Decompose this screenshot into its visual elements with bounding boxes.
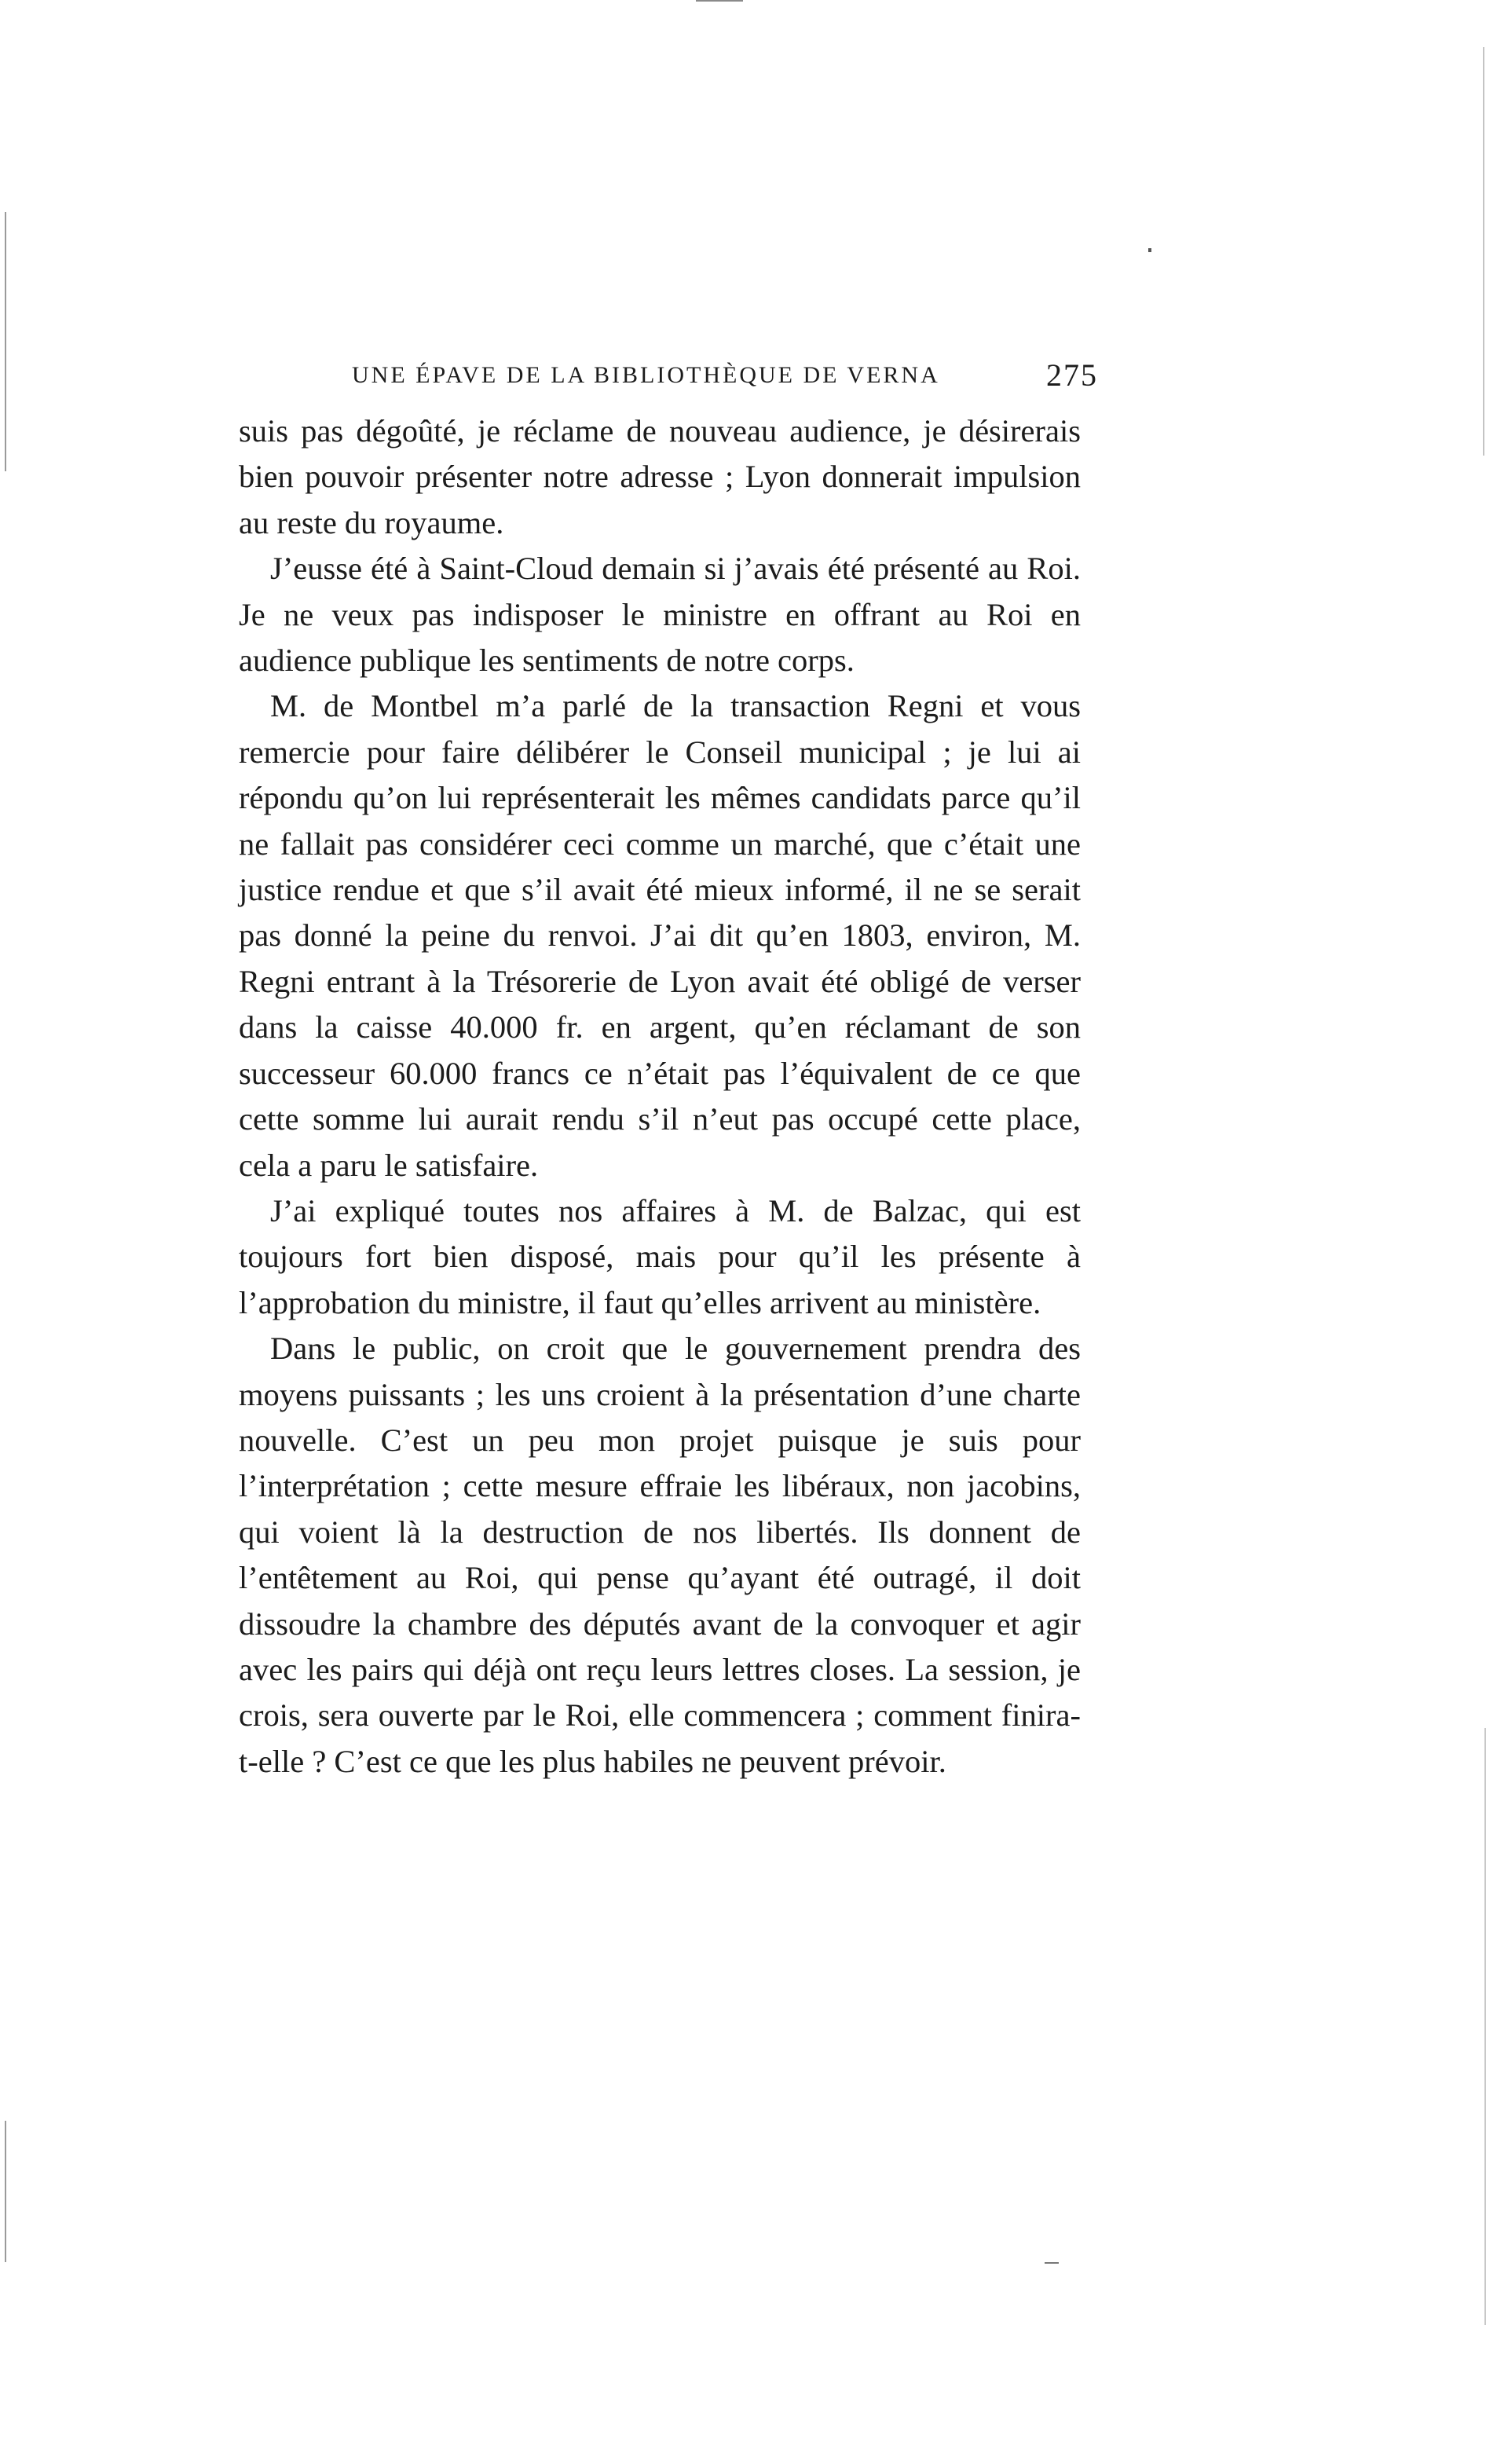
paragraph-5: Dans le public, on croit que le gouvernement prendra des moyens puissants ; les uns croient à la présentation d’une charte nouvelle. C’est un peu mon projet puisque je suis pour l’interprétation ; cette mesure effraie les libéraux, non jacobins, qui voient là la destruction de nos libertés. Ils donnent de l’entêtement au Roi, qui pense qu’ayant été outragé, il doit dissoudre la chambre des députés avant de la convoquer et agir avec les pairs qui déjà ont reçu leurs lettres closes. La session, je crois, sera ouverte par le Roi, elle commencera ; comment finira-t-elle ? C’est ce que les plus habiles ne peuvent prévoir. bbox=[239, 1331, 1081, 1779]
scan-top-mark bbox=[696, 0, 743, 2]
paragraph-2: J’eusse été à Saint-Cloud demain si j’avais été présenté au Roi. Je ne veux pas indisposer le ministre en offrant au Roi en audience publique les sentiments de notre corps. bbox=[239, 551, 1081, 679]
running-title: UNE ÉPAVE DE LA BIBLIOTHÈQUE DE VERNA bbox=[352, 362, 940, 388]
scan-speck-lower bbox=[1045, 2262, 1059, 2264]
scan-margin-line-left bbox=[5, 212, 6, 471]
body-text bbox=[239, 408, 1081, 1785]
paragraph-4: J’ai expliqué toutes nos affaires à M. de Balzac, qui est toujours fort bien disposé, mais pour qu’il les présente à l’approbation du ministre, il faut qu’elles arrivent au ministère. bbox=[239, 1192, 1081, 1320]
scan-margin-line-right-lower bbox=[1484, 1728, 1486, 2325]
scan-margin-line-left-lower bbox=[5, 2121, 6, 2262]
scan-speck bbox=[1148, 248, 1151, 252]
paragraph-1: suis pas dégoûté, je réclame de nouveau audience, je désirerais bien pouvoir présenter notre adresse ; Lyon donnerait impulsion au reste du royaume. bbox=[239, 413, 1081, 540]
scan-margin-line-right bbox=[1483, 47, 1484, 456]
page-number: 275 bbox=[1046, 357, 1098, 393]
paragraph-3: M. de Montbel m’a parlé de la transaction Regni et vous remercie pour faire délibérer le Conseil municipal ; je lui ai répondu qu’on lui représenterait les mêmes candidats parce qu’il ne fallait pas considérer ceci comme un marché, que c’était une justice rendue et que s’il avait été mieux informé, il ne se serait pas donné la peine du renvoi. J’ai dit qu’en 1803, environ, M. Regni entrant à la Trésorerie de Lyon avait été obligé de verser dans la caisse 40.000 fr. en argent, qu’en réclamant de son successeur 60.000 francs ce n’était pas l’équivalent de ce que cette somme lui aurait rendu s’il n’eut pas occupé cette place, cela a paru le satisfaire. bbox=[239, 688, 1081, 1183]
running-header bbox=[352, 352, 1098, 399]
